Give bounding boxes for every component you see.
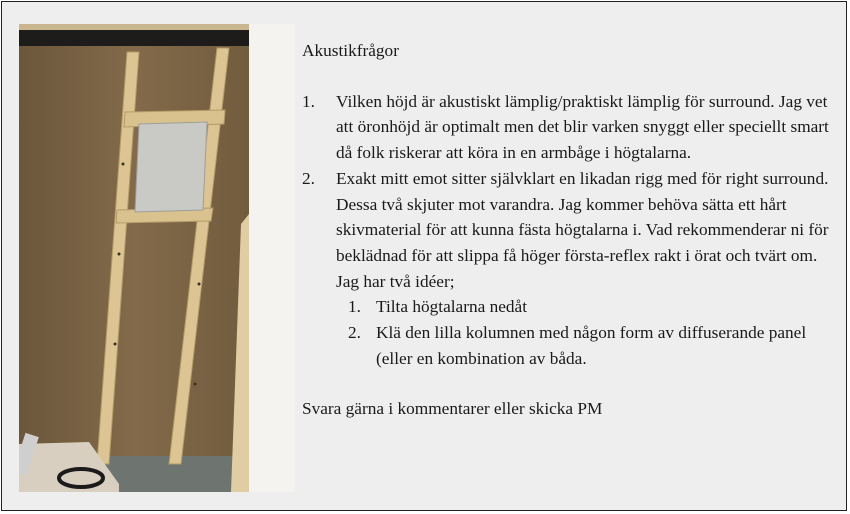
footer-note: Svara gärna i kommentarer eller skicka PM (302, 399, 603, 419)
mounting-board (135, 122, 207, 212)
idea-text: Klä den lilla kolumnen med någon form av diffuserande panel (eller en kombination av båda. (376, 323, 807, 368)
question-text: Vilken höjd är akustiskt lämplig/praktiskt lämplig för surround. Jag vet att öronhöjd är optimalt men det blir varken snyggt eller speciellt smart då folk riskerar att köra in en armbåge i högtalarna. (336, 91, 829, 163)
idea-text: Tilta högtalarna nedåt (376, 297, 528, 317)
idea-list (336, 294, 832, 371)
question-number: 2. (302, 168, 315, 188)
idea-number: 2. (348, 323, 361, 343)
question-text: Exakt mitt emot sitter självklart en likadan rigg med för right surround. Dessa två skjuter mot varandra. Jag kommer behöva sätta ett hårt skivmaterial för att kunna fästa högtalarna i. Vad rekommenderar ni för beklädnad för att slippa få höger första-reflex rakt i örat och tvärt om. Jag har två idéer; (336, 168, 829, 291)
question-item (302, 89, 832, 166)
document-title: Akustikfrågor (302, 41, 399, 60)
question-document (302, 38, 832, 422)
document-frame (1, 1, 847, 511)
question-item (302, 166, 832, 372)
idea-item (348, 294, 832, 320)
question-number: 1. (302, 91, 315, 111)
question-list (302, 89, 832, 372)
photo-margin (249, 24, 295, 492)
photo-illustration (19, 24, 249, 492)
idea-item (348, 320, 832, 371)
idea-number: 1. (348, 297, 361, 317)
photo-speaker-stand (19, 24, 249, 492)
